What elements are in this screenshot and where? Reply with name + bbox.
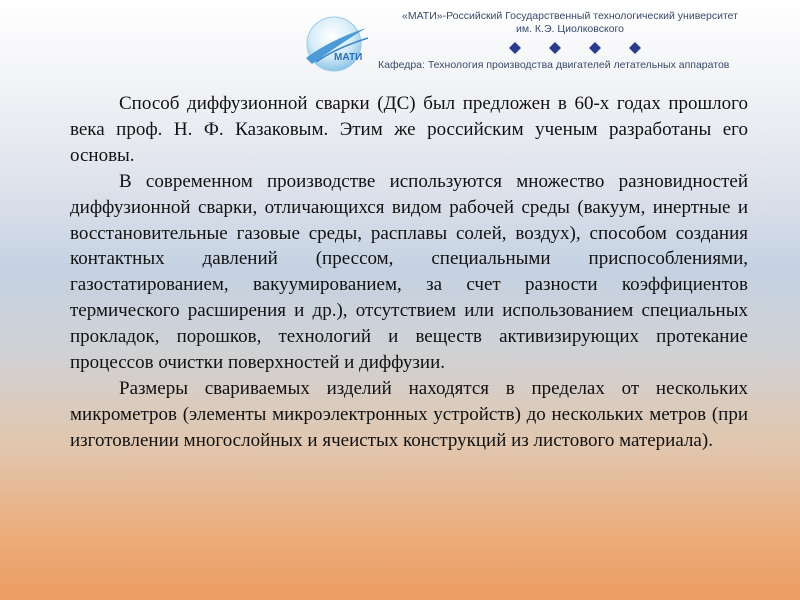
university-subname: им. К.Э. Циолковского	[516, 23, 624, 35]
diamond-icon	[549, 42, 561, 54]
slide-body	[70, 91, 748, 454]
paragraph: В современном производстве используются множество разновидностей диффузионной сварки, отличающихся видом рабочей среды (вакуум, инертные и восстановительные газовые среды, расплавы солей, воздух), способом создания контактных давлений (прессом, специальными приспособлениями, газостатированием, вакуумированием, за счет разности коэффициентов термического расширения и др.), отсутствием или использованием специальных прокладок, порошков, технологий и веществ активизирующих протекание процессов очистки поверхностей и диффузии.	[70, 170, 748, 374]
paragraph: Размеры свариваемых изделий находятся в пределах от нескольких микрометров (элементы микроэлектронных устройств) до нескольких метров (при изготовлении многослойных и ячеистых конструкций из листового материала).	[70, 377, 748, 451]
diamond-icon	[589, 42, 601, 54]
university-name: «МАТИ»-Российский Государственный технологический университет	[402, 10, 738, 22]
diamond-icon	[629, 42, 641, 54]
logo-text: МАТИ	[334, 52, 363, 63]
paragraph: Способ диффузионной сварки (ДС) был предложен в 60-х годах прошлого века проф. Н. Ф. Казаковым. Этим же российским ученым разработаны его основы.	[70, 93, 748, 166]
department-name: Кафедра: Технология производства двигателей летательных аппаратов	[378, 59, 730, 71]
diamond-ornament	[508, 41, 642, 55]
diamond-icon	[509, 42, 521, 54]
slide-header	[0, 0, 800, 80]
